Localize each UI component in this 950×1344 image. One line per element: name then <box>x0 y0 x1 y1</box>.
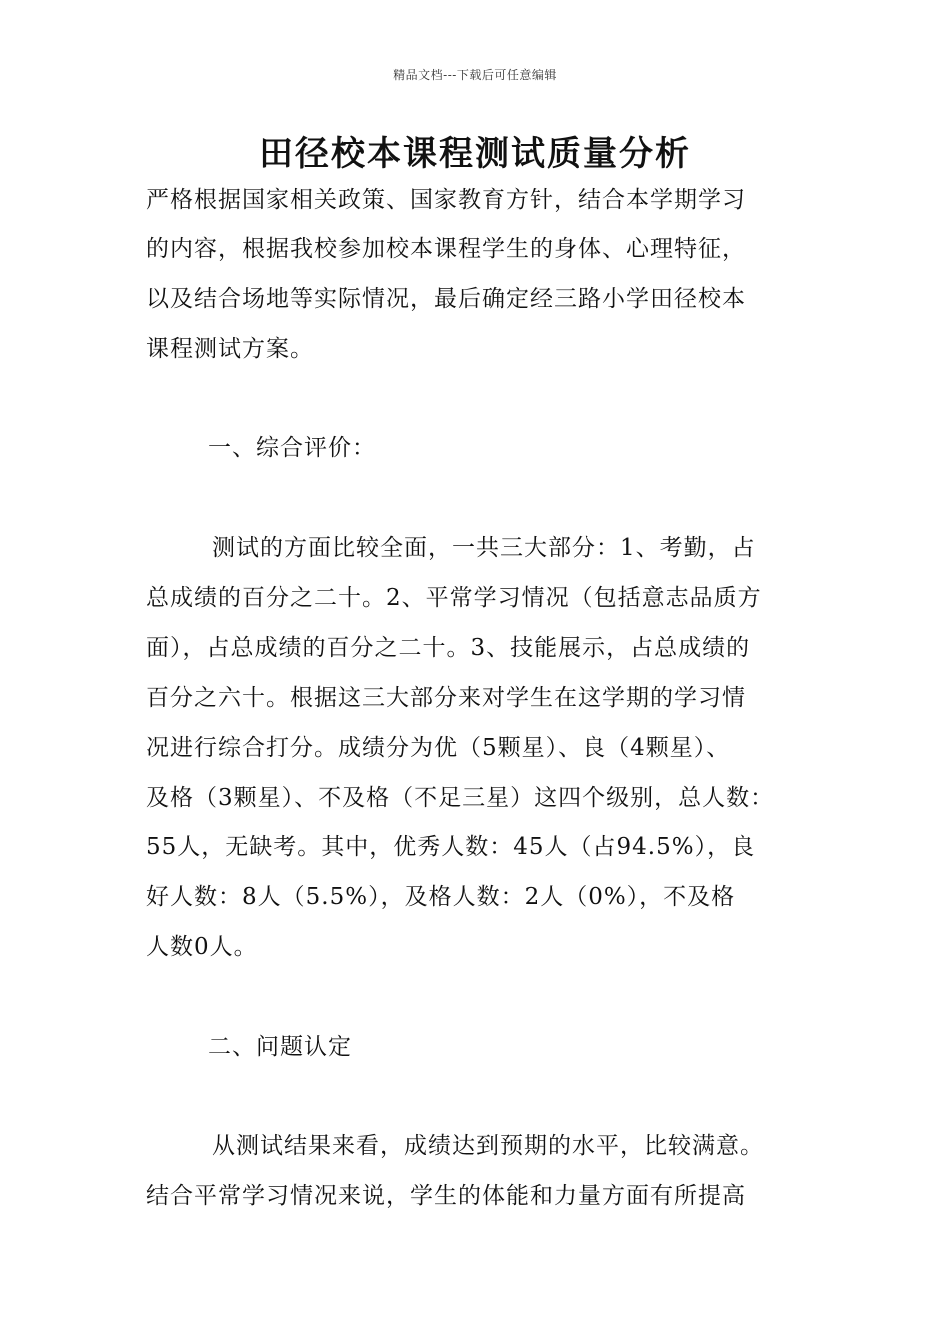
evaluation-line-2: 总成绩的百分之二十。2、平常学习情况（包括意志品质方 <box>146 585 762 611</box>
evaluation-line-5: 况进行综合打分。成绩分为优（5颗星）、良（4颗星）、 <box>146 735 731 761</box>
evaluation-line-8: 好人数：8人（5.5%），及格人数：2人（0%），不及格 <box>146 884 736 910</box>
problems-line-1: 从测试结果来看，成绩达到预期的水平，比较满意。 <box>212 1133 764 1159</box>
section-heading-problems: 二、问题认定 <box>208 1034 352 1060</box>
intro-line-1: 严格根据国家相关政策、国家教育方针，结合本学期学习 <box>146 187 746 213</box>
section-heading-evaluation: 一、综合评价： <box>208 435 376 461</box>
evaluation-line-4: 百分之六十。根据这三大部分来对学生在这学期的学习情 <box>146 685 746 711</box>
evaluation-line-7: 55人，无缺考。其中，优秀人数：45人（占94.5%），良 <box>146 834 756 860</box>
evaluation-line-3: 面），占总成绩的百分之二十。3、技能展示，占总成绩的 <box>146 635 751 661</box>
intro-line-3: 以及结合场地等实际情况，最后确定经三路小学田径校本 <box>146 286 746 312</box>
problems-line-2: 结合平常学习情况来说，学生的体能和力量方面有所提高 <box>146 1183 746 1209</box>
intro-line-4: 课程测试方案。 <box>146 336 314 362</box>
intro-line-2: 的内容，根据我校参加校本课程学生的身体、心理特征， <box>146 236 746 262</box>
header-note: 精品文档---下载后可任意编辑 <box>393 68 557 82</box>
evaluation-line-9: 人数0人。 <box>146 934 258 960</box>
page-title: 田径校本课程测试质量分析 <box>259 134 691 174</box>
evaluation-line-6: 及格（3颗星）、不及格（不足三星）这四个级别，总人数： <box>146 785 775 811</box>
evaluation-line-1: 测试的方面比较全面，一共三大部分：1、考勤，占 <box>212 535 756 561</box>
